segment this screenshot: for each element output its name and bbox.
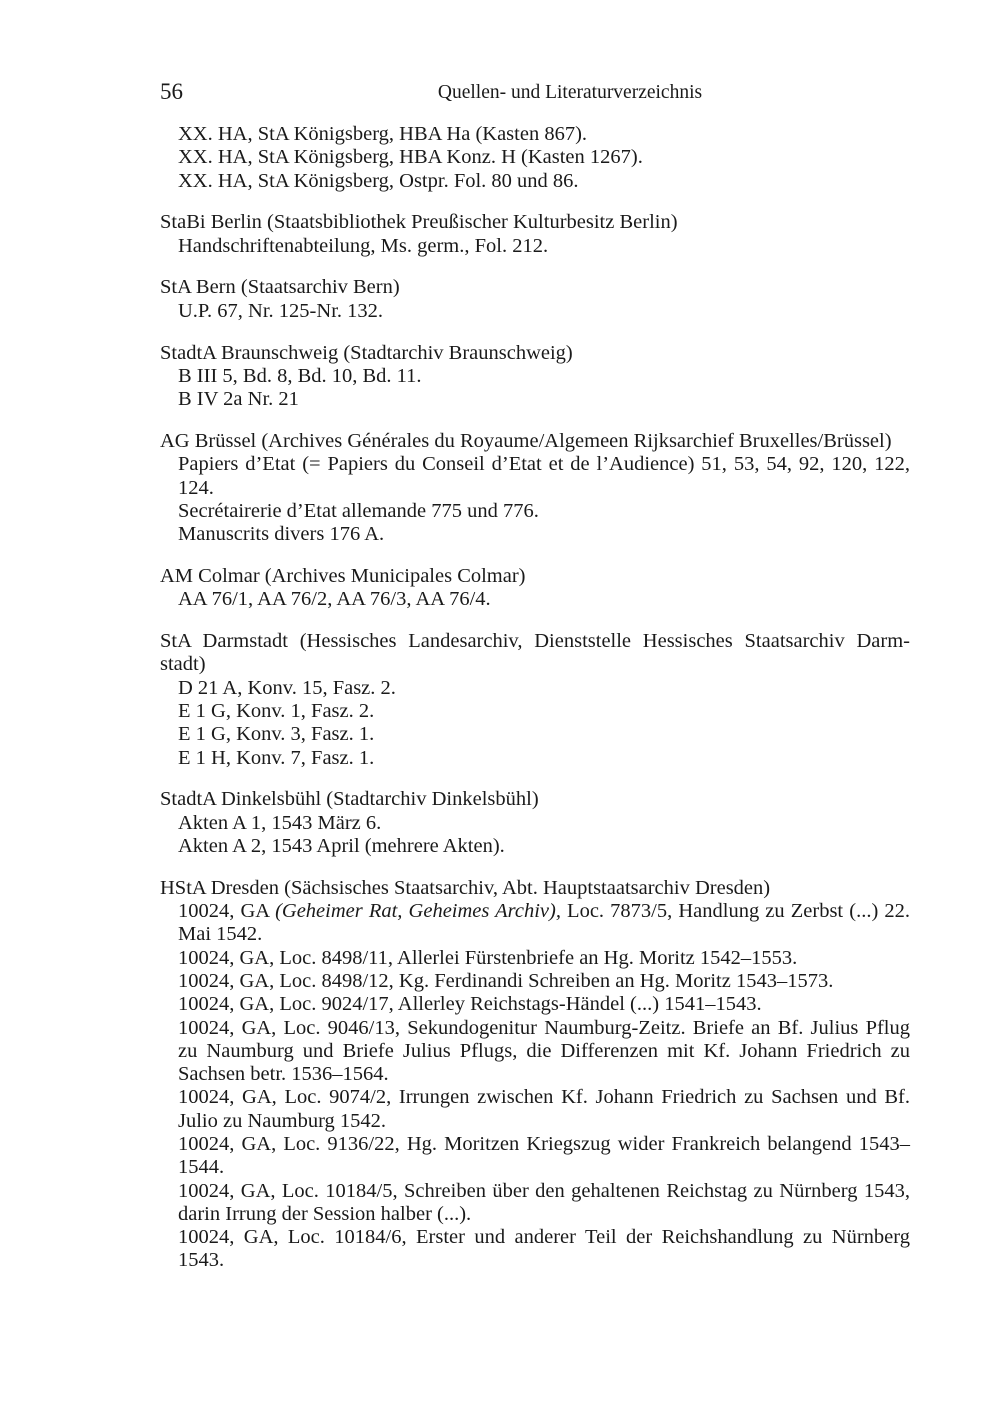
entry-stadta-dinkelsbuehl (160, 788, 910, 858)
entry-sta-bern (160, 276, 910, 323)
list-item: E 1 G, Konv. 3, Fasz. 1. (178, 723, 375, 746)
list-item: XX. HA, StA Königsberg, HBA Ha (Kasten 867). (178, 123, 588, 145)
entry-koenigsberg (160, 123, 910, 193)
list-item: 10024, GA, Loc. 9024/17, Allerley Reichstags-Händel (...) 1541–1543. (178, 993, 762, 1016)
list-item: 10024, GA, Loc. 8498/11, Allerlei Fürstenbriefe an Hg. Moritz 1542–1553. (178, 946, 798, 969)
page-number: 56 (160, 79, 183, 104)
list-item: Secrétairerie d’Etat allemande 775 und 776. (178, 499, 539, 522)
item-text-italic: (Geheimer Rat, Geheimes Archiv), (275, 900, 561, 923)
entry-heading: AG Brüssel (Archives Générales du Royaume/Algemeen Rijksarchief Bruxelles/Brüssel) (160, 429, 892, 452)
list-item: E 1 H, Konv. 7, Fasz. 1. (178, 746, 375, 769)
list-item: B IV 2a Nr. 21 (178, 388, 299, 411)
list-item: U.P. 67, Nr. 125-Nr. 132. (178, 299, 384, 322)
list-item (160, 900, 910, 947)
list-item: 10024, GA, Loc. 10184/5, Schreiben über den gehaltenen Reichstag zu Nürnberg 1543, darin Irrung der Session halber (...). (178, 1179, 910, 1225)
page-header (160, 78, 910, 108)
entry-heading: StadtA Dinkelsbühl (Stadtarchiv Dinkelsbühl) (160, 788, 539, 811)
entry-sta-darmstadt (160, 630, 910, 770)
entry-heading (160, 630, 910, 677)
list-item: 10024, GA, Loc. 9046/13, Sekundogenitur Naumburg-Zeitz. Briefe an Bf. Julius Pflug zu Naumburg und Briefe Julius Pflugs, die Differenzen mit Kf. Johann Friedrich zu Sachsen betr. 1536–1564. (178, 1016, 910, 1086)
list-item: Handschriftenabteilung, Ms. germ., Fol. 212. (178, 234, 549, 257)
entry-ag-bruessel (160, 430, 910, 546)
list-item: 10024, GA, Loc. 10184/6, Erster und anderer Teil der Reichshandlung zu Nürnberg 1543. (178, 1226, 910, 1272)
entry-heading: StA Bern (Staatsarchiv Bern) (160, 276, 400, 299)
entry-stadta-braunschweig (160, 342, 910, 412)
bibliography-list (160, 123, 910, 1291)
list-item: Akten A 2, 1543 April (mehrere Akten). (178, 834, 505, 857)
entry-stabi-berlin (160, 211, 910, 258)
list-item: 10024, GA, Loc. 8498/12, Kg. Ferdinandi Schreiben an Hg. Moritz 1543–1573. (178, 969, 834, 992)
list-item: 10024, GA, Loc. 9074/2, Irrungen zwischen Kf. Johann Friedrich zu Sachsen und Bf. Julio zu Naumburg 1542. (178, 1086, 910, 1132)
entry-heading: StadtA Braunschweig (Stadtarchiv Braunschweig) (160, 341, 573, 364)
entry-hsta-dresden (160, 877, 910, 1273)
list-item: E 1 G, Konv. 1, Fasz. 2. (178, 699, 375, 722)
item-text-pre: 10024, GA (178, 900, 276, 923)
entry-heading: HStA Dresden (Sächsisches Staatsarchiv, Abt. Hauptstaatsarchiv Dresden) (160, 876, 771, 899)
list-item: XX. HA, StA Königsberg, Ostpr. Fol. 80 und 86. (178, 169, 579, 192)
list-item: Akten A 1, 1543 März 6. (178, 811, 382, 834)
list-item: AA 76/1, AA 76/2, AA 76/3, AA 76/4. (178, 588, 491, 611)
list-item: B III 5, Bd. 8, Bd. 10, Bd. 11. (178, 364, 422, 387)
entry-heading: StaBi Berlin (Staatsbibliothek Preußischer Kulturbesitz Berlin) (160, 211, 678, 234)
list-item: D 21 A, Konv. 15, Fasz. 2. (178, 676, 396, 699)
heading-line-1: StA Darmstadt (Hessisches Landesarchiv, Dienststelle Hessisches Staatsarchiv Darm- (160, 630, 910, 653)
heading-line-2: stadt) (160, 653, 206, 676)
list-item: XX. HA, StA Königsberg, HBA Konz. H (Kasten 1267). (178, 146, 643, 169)
list-item: 10024, GA, Loc. 9136/22, Hg. Moritzen Kriegszug wider Frankreich belangend 1543–1544. (178, 1132, 910, 1179)
list-item: Papiers d’Etat (= Papiers du Conseil d’Etat et de l’Audience) 51, 53, 54, 92, 120, 122, 124. (178, 453, 910, 499)
running-title: Quellen- und Literaturverzeichnis (437, 82, 703, 103)
entry-heading: AM Colmar (Archives Municipales Colmar) (160, 564, 526, 587)
list-item: Manuscrits divers 176 A. (178, 523, 385, 546)
entry-am-colmar (160, 565, 910, 612)
item-text-post: Loc. 7873/5, Handlung zu Zerbst (...) 22. Mai 1542. (178, 900, 910, 946)
